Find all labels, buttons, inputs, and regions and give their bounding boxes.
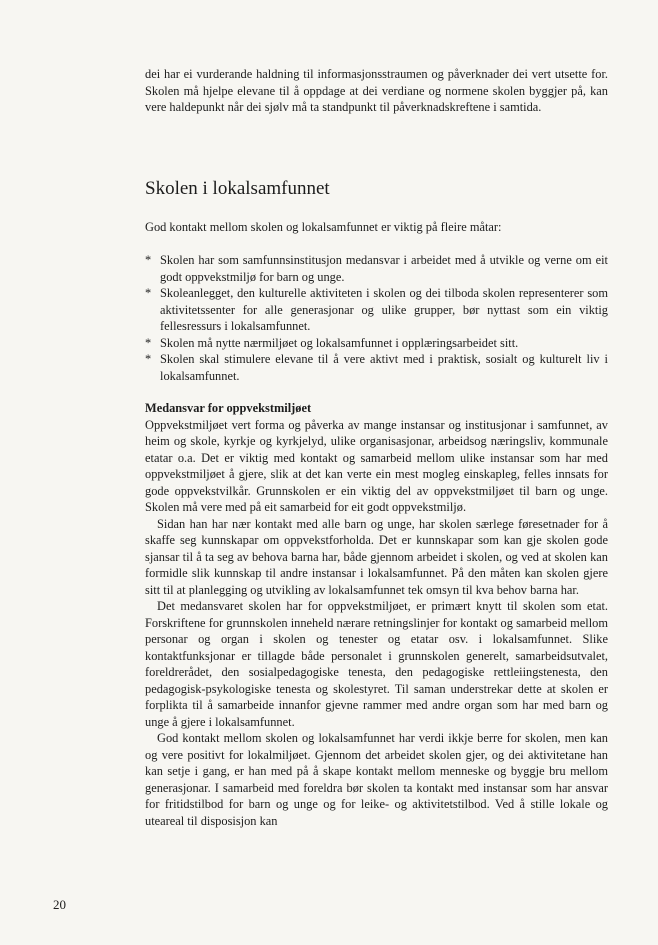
- body-paragraph: Oppvekstmiljøet vert forma og påverka av mange instansar og institusjonar i samfunnet, av heim og skole, kyrkje og kyrkjelyd, ulike organisasjonar, arbeidsog næringsliv, kommunale etatar o.a. Det er viktig med kontakt og samarbeid mellom ulike instansar som har med oppvekstmiljøet å gjere, slik at det kan verte ein mest mogleg einskapleg, felles innsats for gode oppvekstvilkår. Grunnskolen er ein viktig del av oppvekstmiljøet til barn og unge. Skolen må vere med på eit samarbeid for eit godt oppvekstmiljø.: [145, 417, 608, 514]
- lead-paragraph: God kontakt mellom skolen og lokalsamfunnet er viktig på fleire måtar:: [145, 220, 502, 234]
- bullet-item: [145, 252, 608, 285]
- intro-paragraph: dei har ei vurderande haldning til informasjonsstraumen og påverknader dei vert utsette for. Skolen må hjelpe elevane til å oppdage at dei verdiane og normene skolen byggjer på, kan vere haldepunkt når dei sjølv må ta standpunkt til påverknadskreftene i samtida.: [145, 67, 608, 114]
- body-paragraph: Sidan han har nær kontakt med alle barn og unge, har skolen særlege føresetnader for å skaffe seg kunnskapar om oppvekstforholda. Det er kunnskapar som kan gje skolen gode sjansar til å ta seg av behova barna har, både gjennom arbeidet i skolen, og ved at skolen kan formidle slik kunnskap til andre instansar i lokalsamfunnet. På den måten kan skolen gjere sitt til at planlegging og utvikling av lokalsamfunnet tek omsyn til kva behov barna har.: [145, 516, 608, 597]
- bullet-text: Skolen har som samfunnsinstitusjon medansvar i arbeidet med å utvikle og verne om eit godt oppvekstmiljø for barn og unge.: [160, 253, 608, 284]
- bullet-marker: *: [145, 335, 152, 350]
- subsection-heading: Medansvar for oppvekstmiljøet: [145, 401, 312, 415]
- bullet-item: [145, 335, 608, 352]
- body-paragraph: Det medansvaret skolen har for oppvekstmiljøet, er primært knytt til skolen som etat. Forskriftene for grunnskolen inneheld nærare retningslinjer for kontakt og samarbeid mellom personar og organ i skolen og tenester og etatar osv. i lokalsamfunnet. Slike kontaktfunksjonar er tillagde både personalet i grunnskolen generelt, samarbeidsutvalet, foreldrerådet, den sosialpedagogiske tenesta, den pedagogiske rettleiingstenesta, den pedagogisk-psykologiske tenesta og skolestyret. Til saman understrekar dette at skolen er forplikta til å samarbeide innanfor gjevne rammer med andre organ som har med barn og unge å gjere i lokalsamfunnet.: [145, 599, 608, 729]
- page-number: 20: [53, 897, 66, 912]
- section-heading: Skolen i lokalsamfunnet: [145, 178, 330, 199]
- bullet-item: [145, 351, 608, 384]
- bullet-text: Skoleanlegget, den kulturelle aktiviteten i skolen og dei tilboda skolen representerer som aktivitetssenter for alle generasjonar og ulike grupper, bør nyttast som ein viktig fellesressurs i lokalsamfunnet.: [160, 286, 608, 333]
- bullet-marker: *: [145, 253, 152, 267]
- bullet-list: [145, 252, 608, 384]
- bullet-marker: *: [145, 352, 152, 366]
- bullet-text: Skolen må nytte nærmiljøet og lokalsamfunnet i opplæringsarbeidet sitt.: [160, 335, 519, 350]
- bullet-item: [145, 285, 608, 335]
- body-paragraph: God kontakt mellom skolen og lokalsamfunnet har verdi ikkje berre for skolen, men kan og vere positivt for lokalmiljøet. Gjennom det arbeidet skolen gjer, og dei aktivitetane han kan setje i gang, er han med på å skape kontakt mellom menneske og byggje bru mellom generasjonar. I samarbeid med foreldra bør skolen ta kontakt med instansar som har ansvar for fritidstilbod for barn og unge og for leike- og aktivitetstilbod. Ved å stille lokale og uteareal til disposisjon kan: [145, 731, 608, 828]
- subsection: [145, 400, 608, 829]
- bullet-marker: *: [145, 286, 152, 300]
- bullet-text: Skolen skal stimulere elevane til å vere aktivt med i praktisk, sosialt og kulturelt liv i lokalsamfunnet.: [160, 352, 608, 383]
